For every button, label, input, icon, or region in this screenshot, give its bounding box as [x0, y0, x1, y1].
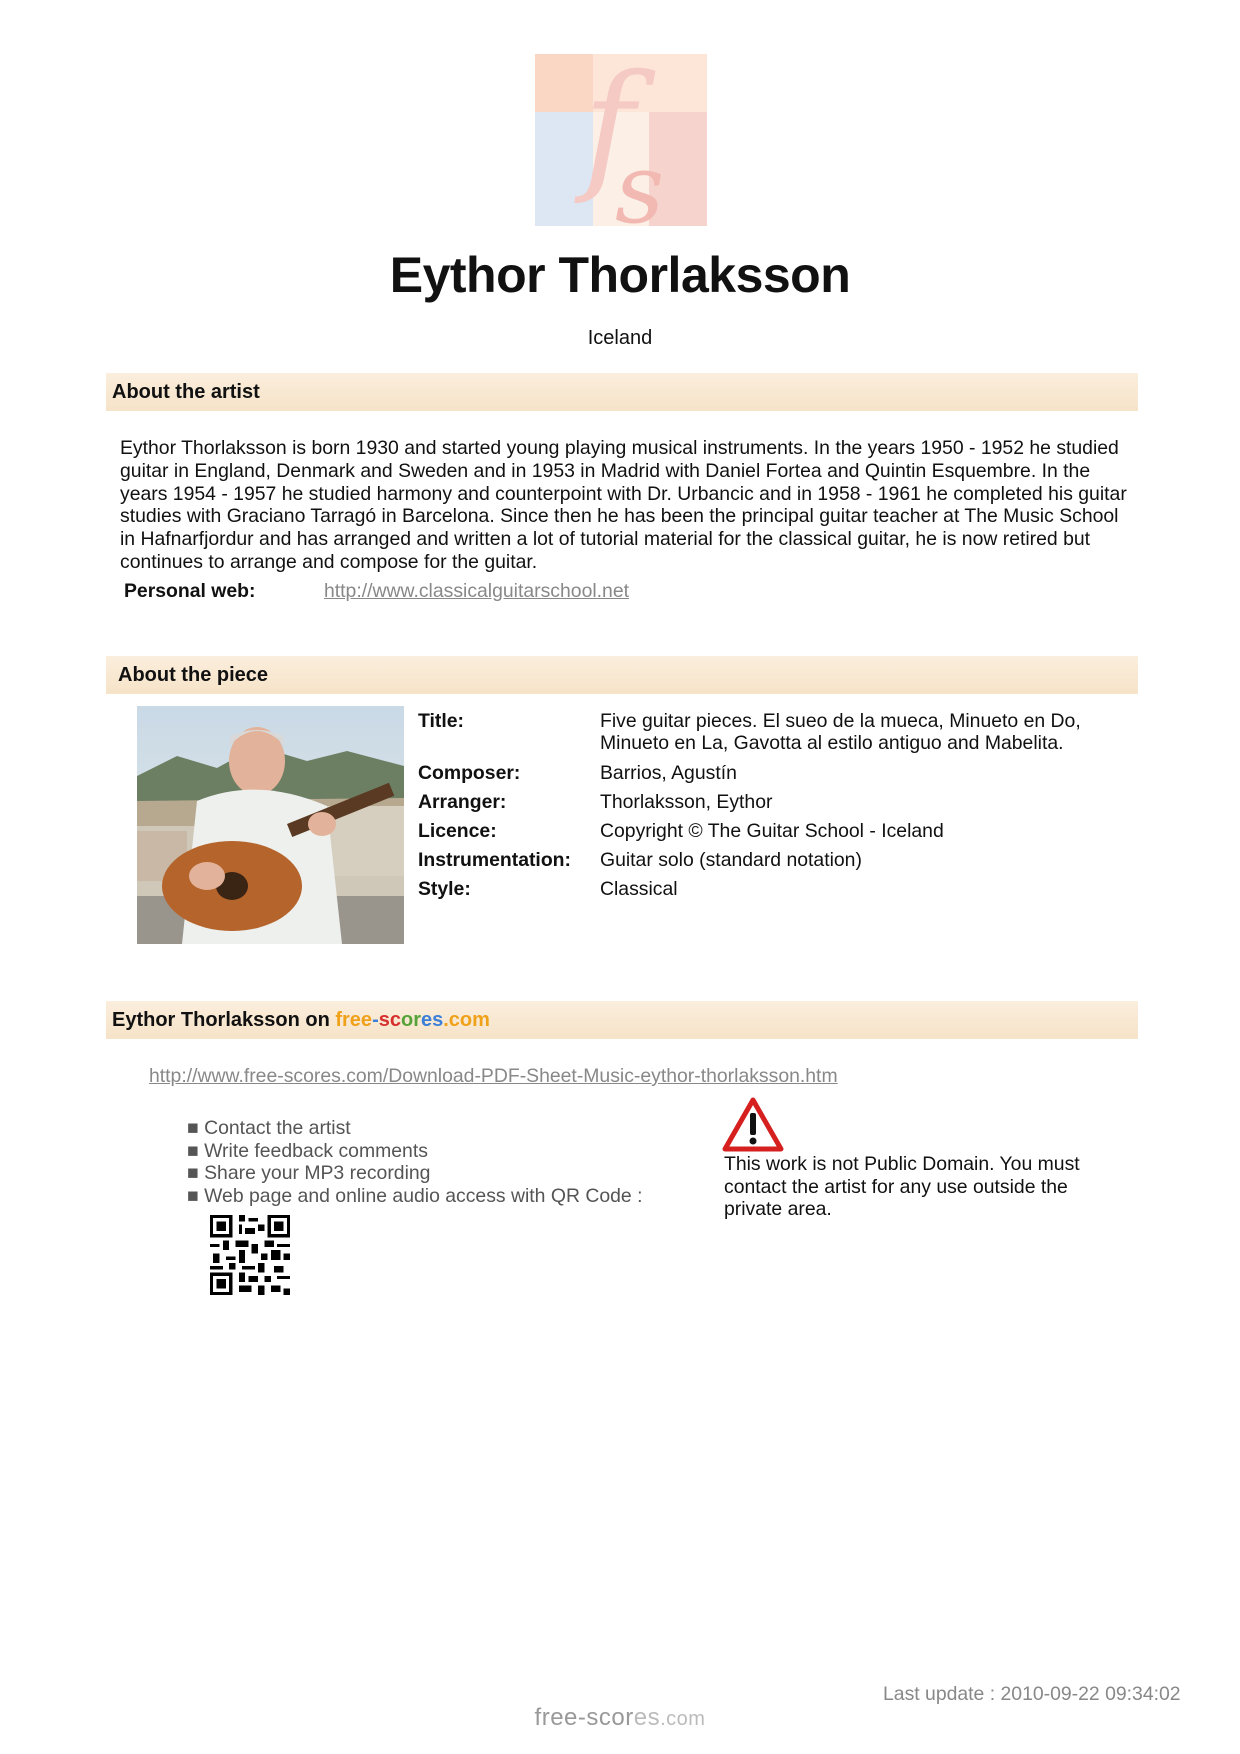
brand-or: or: [400, 1009, 421, 1031]
copyright-warning: This work is not Public Domain. You must contact the artist for any use outside the private area.: [724, 1153, 1080, 1220]
about-piece-section-header: [106, 656, 1138, 694]
brand-sc: sc: [378, 1009, 401, 1031]
artist-name: Eythor Thorlaksson: [389, 247, 851, 303]
contact-artist-link[interactable]: Contact the artist: [204, 1117, 351, 1139]
personal-web-link[interactable]: http://www.classicalguitarschool.net: [324, 580, 630, 602]
composer-label: Composer:: [418, 762, 521, 784]
section-title: About the artist: [112, 381, 260, 403]
last-update: Last update : 2010-09-22 09:34:02: [883, 1683, 1181, 1705]
instrumentation-value: Guitar solo (standard notation): [600, 849, 862, 871]
free-scores-page-link[interactable]: http://www.free-scores.com/Download-PDF-Sheet-Music-eythor-thorlaksson.htm: [149, 1065, 838, 1087]
arranger-label: Arranger:: [418, 791, 507, 813]
personal-web-label: Personal web:: [124, 580, 256, 602]
list-item[interactable]: [187, 1162, 642, 1185]
composer-value: Barrios, Agustín: [600, 762, 737, 784]
warning-triangle-icon: [722, 1097, 784, 1153]
artist-country: Iceland: [587, 327, 653, 349]
arranger-value: Thorlaksson, Eythor: [600, 791, 773, 813]
brand-com: com: [448, 1009, 490, 1031]
qr-code-icon[interactable]: [210, 1215, 290, 1295]
list-item[interactable]: [187, 1117, 642, 1140]
free-scores-footer-logo[interactable]: [0, 1704, 1240, 1732]
style-value: Classical: [600, 878, 678, 900]
artist-bio: Eythor Thorlaksson is born 1930 and started young playing musical instruments. In the years 1950 - 1952 he studied guitar in England, Denmark and Sweden and in 1953 in Madrid with Daniel Fortea and Quintin Esquembre. In the years 1954 - 1957 he studied harmony and counterpoint with Dr. Urbancic and in 1958 - 1961 he completed his guitar studies with Graciano Tarragó in Barcelona. Since then he has been the principal guitar teacher at The Music School in Hafnarfjordur and has arranged and written a lot of tutorial material for the classical guitar, he is now retired but continues to arrange and compose for the guitar.: [120, 437, 1127, 573]
brand-free: free: [335, 1009, 373, 1031]
licence-label: Licence:: [418, 820, 497, 842]
footer-logo-com: .com: [660, 1708, 706, 1730]
brand-dot: .: [443, 1009, 449, 1031]
share-mp3-link[interactable]: Share your MP3 recording: [204, 1162, 431, 1184]
bullet-square-icon: ■: [187, 1139, 199, 1162]
style-label: Style:: [418, 878, 471, 900]
brand-es: es: [420, 1009, 444, 1031]
title-label: Title:: [418, 710, 464, 732]
fs-logo-icon: [535, 54, 707, 226]
footer-logo-free: free-: [534, 1704, 587, 1731]
list-item: [187, 1185, 642, 1208]
title-value: Five guitar pieces. El sueo de la mueca, Minueto en Do, Minueto en La, Gavotta al estilo antiguo and Mabelita.: [600, 710, 1081, 754]
brand-dash: -: [372, 1009, 379, 1031]
write-feedback-link[interactable]: Write feedback comments: [204, 1139, 428, 1162]
bullet-square-icon: ■: [187, 1184, 199, 1207]
svg-text:f: f: [583, 54, 635, 208]
instrumentation-label: Instrumentation:: [418, 849, 571, 871]
artist-photo: [137, 706, 404, 944]
qr-code-label: Web page and online audio access with QR Code :: [204, 1184, 643, 1207]
svg-text:s: s: [615, 133, 665, 226]
section-title: [112, 1009, 490, 1032]
bullet-square-icon: ■: [187, 1162, 199, 1184]
free-scores-section-header: [106, 1001, 1138, 1039]
section-title: About the piece: [118, 664, 269, 686]
list-item[interactable]: [187, 1140, 642, 1163]
licence-value: Copyright © The Guitar School - Iceland: [600, 820, 944, 842]
action-list: [187, 1117, 642, 1207]
footer-logo-scor: scor: [586, 1704, 634, 1731]
footer-logo-es: es: [633, 1704, 661, 1731]
about-artist-section-header: [106, 373, 1138, 411]
bullet-square-icon: ■: [187, 1117, 199, 1139]
section-title-prefix: Eythor Thorlaksson on: [112, 1009, 336, 1031]
